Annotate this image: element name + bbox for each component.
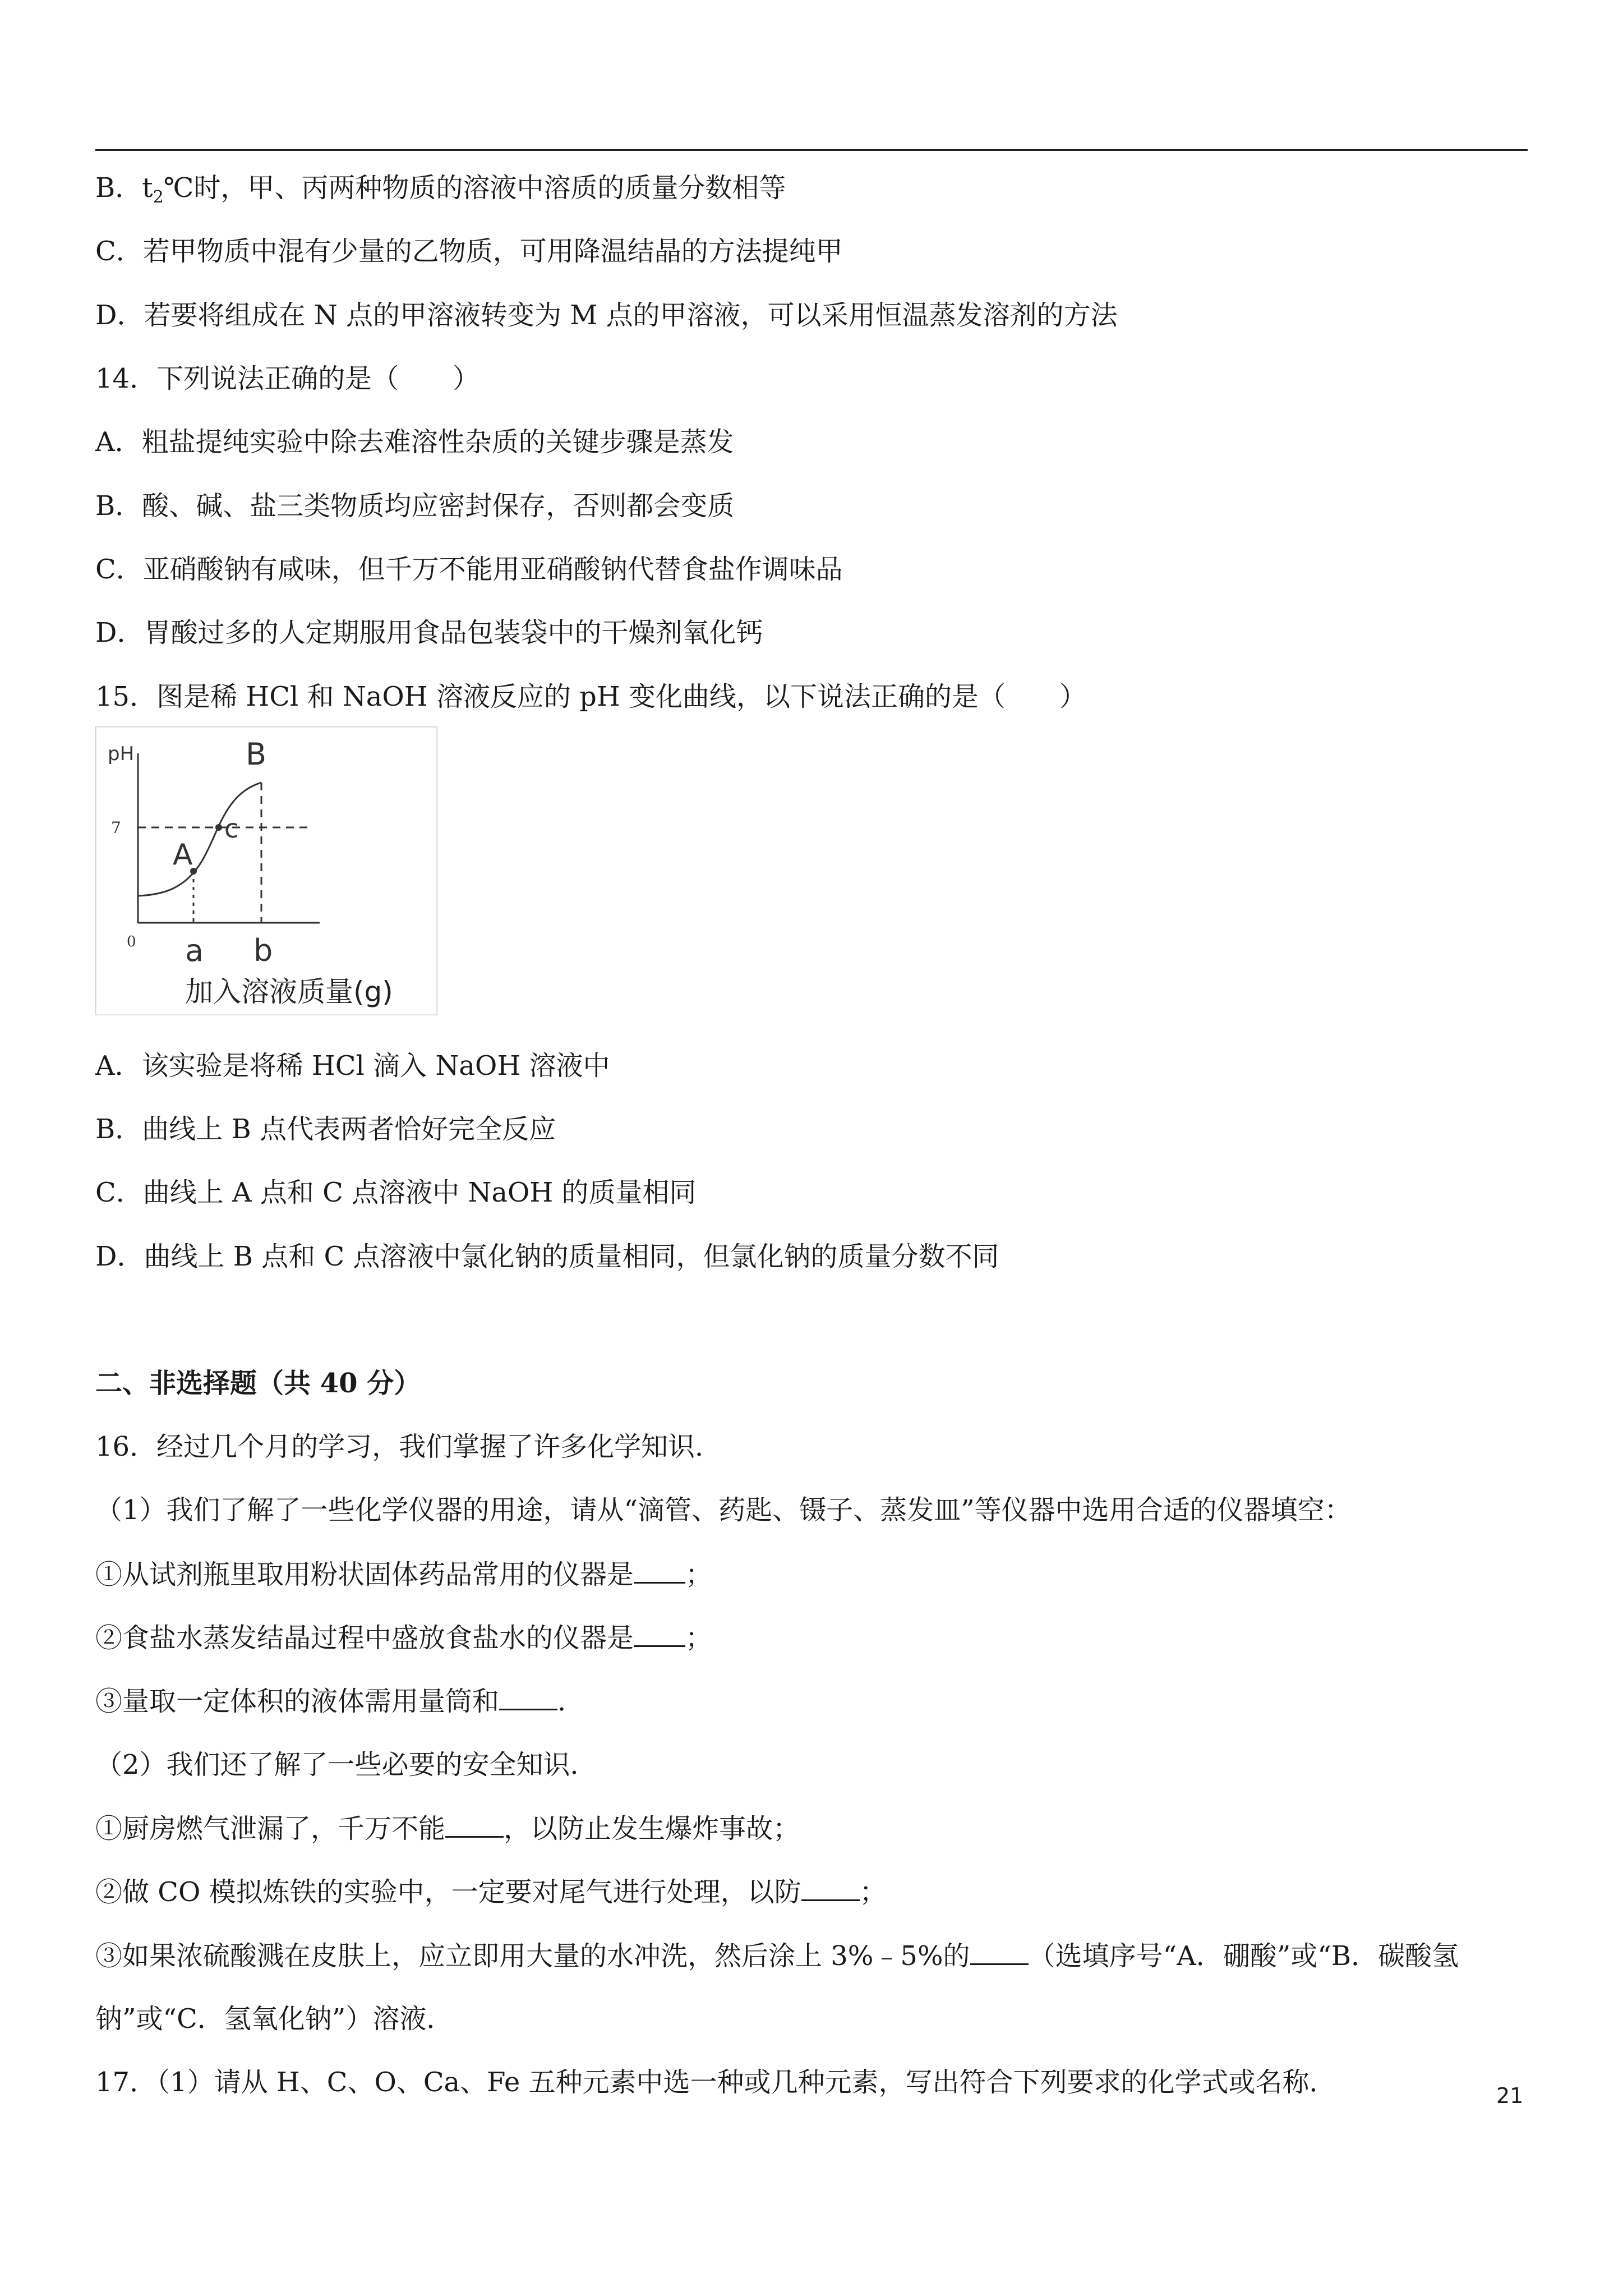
q16-item5: ②做 CO 模拟炼铁的实验中，一定要对尾气进行处理，以防 ； xyxy=(95,1875,887,1909)
page-number: 21 xyxy=(1496,2083,1524,2108)
q15-option-b: B．曲线上 B 点代表两者恰好完全反应 xyxy=(95,1114,556,1145)
x-tick-b: b xyxy=(253,933,273,968)
q15-stem: 15．图是稀 HCl 和 NaOH 溶液反应的 pH 变化曲线，以下说法正确的是（ ） xyxy=(95,681,1086,712)
q16-part1: （1）我们了解了一些化学仪器的用途，请从“滴管、药匙、镊子、蒸发皿”等仪器中选用合适的仪器填空： xyxy=(95,1494,1352,1526)
origin-label: 0 xyxy=(127,933,136,950)
q13-option-b: B．$t_2℃$时，甲、丙两种物质的溶液中溶质的质量分数相等 xyxy=(95,172,786,207)
point-a-label: A xyxy=(173,838,193,872)
q16-item4: ①厨房燃气泄漏了，千万不能 ，以防止发生爆炸事故； xyxy=(95,1811,800,1846)
answer-blank[interactable] xyxy=(634,1621,685,1647)
q16-part2: （2）我们还了解了一些必要的安全知识． xyxy=(95,1749,597,1780)
q16-item6: ③如果浓硫酸溅在皮肤上，应立即用大量的水冲洗，然后涂上 3%﹣5%的 （选填序号“A．硼酸”或“B．碳酸氢 xyxy=(95,1939,1459,1973)
answer-blank[interactable] xyxy=(634,1557,685,1584)
q16-item6-continued: 钠”或“C．氢氧化钠”）溶液． xyxy=(95,2003,454,2035)
q16-item2: ②食盐水蒸发结晶过程中盛放食盐水的仪器是 ； xyxy=(95,1621,712,1655)
x-tick-a: a xyxy=(185,933,204,968)
answer-blank[interactable] xyxy=(970,1939,1029,1965)
ph-curve-figure xyxy=(95,726,437,1015)
x-axis-label: 加入溶液质量(g) xyxy=(185,976,393,1008)
q16-item3: ③量取一定体积的液体需用量筒和 ． xyxy=(95,1684,584,1718)
q14-option-b: B．酸、碱、盐三类物质均应密封保存，否则都会变质 xyxy=(95,490,735,522)
point-c-label: c xyxy=(224,813,239,844)
q13-option-c: C．若甲物质中混有少量的乙物质，可用降温结晶的方法提纯甲 xyxy=(95,236,843,267)
q14-stem: 14．下列说法正确的是（ ） xyxy=(95,363,480,394)
answer-blank[interactable] xyxy=(445,1811,504,1838)
q14-option-c: C．亚硝酸钠有咸味，但千万不能用亚硝酸钠代替食盐作调味品 xyxy=(95,554,843,585)
point-c-marker xyxy=(215,824,222,831)
y-axis-label: pH xyxy=(108,743,135,765)
q15-option-a: A．该实验是将稀 HCl 滴入 NaOH 溶液中 xyxy=(95,1050,610,1082)
q14-option-a: A．粗盐提纯实验中除去难溶性杂质的关键步骤是蒸发 xyxy=(95,426,734,458)
answer-blank[interactable] xyxy=(801,1875,860,1901)
q16-item1: ①从试剂瓶里取用粉状固体药品常用的仪器是 ； xyxy=(95,1557,712,1591)
header-rule xyxy=(95,149,1528,151)
y-tick-7: 7 xyxy=(111,818,121,837)
q13-option-d: D．若要将组成在 N 点的甲溶液转变为 M 点的甲溶液，可以采用恒温蒸发溶剂的方法 xyxy=(95,300,1118,331)
q15-option-c: C．曲线上 A 点和 C 点溶液中 NaOH 的质量相同 xyxy=(95,1177,697,1208)
answer-blank[interactable] xyxy=(499,1684,557,1710)
q17-part1: 17．（1）请从 H、C、O、Ca、Fe 五种元素中选一种或几种元素，写出符合下列要求的化学式或名称． xyxy=(95,2067,1336,2098)
q14-option-d: D．胃酸过多的人定期服用食品包装袋中的干燥剂氧化钙 xyxy=(95,617,763,648)
point-b-label: B xyxy=(246,737,267,772)
q15-option-d: D．曲线上 B 点和 C 点溶液中氯化钠的质量相同，但氯化钠的质量分数不同 xyxy=(95,1241,999,1272)
q16-stem: 16．经过几个月的学习，我们掌握了许多化学知识． xyxy=(95,1431,722,1462)
section-heading: 二、非选择题（共 40 分） xyxy=(95,1368,421,1399)
